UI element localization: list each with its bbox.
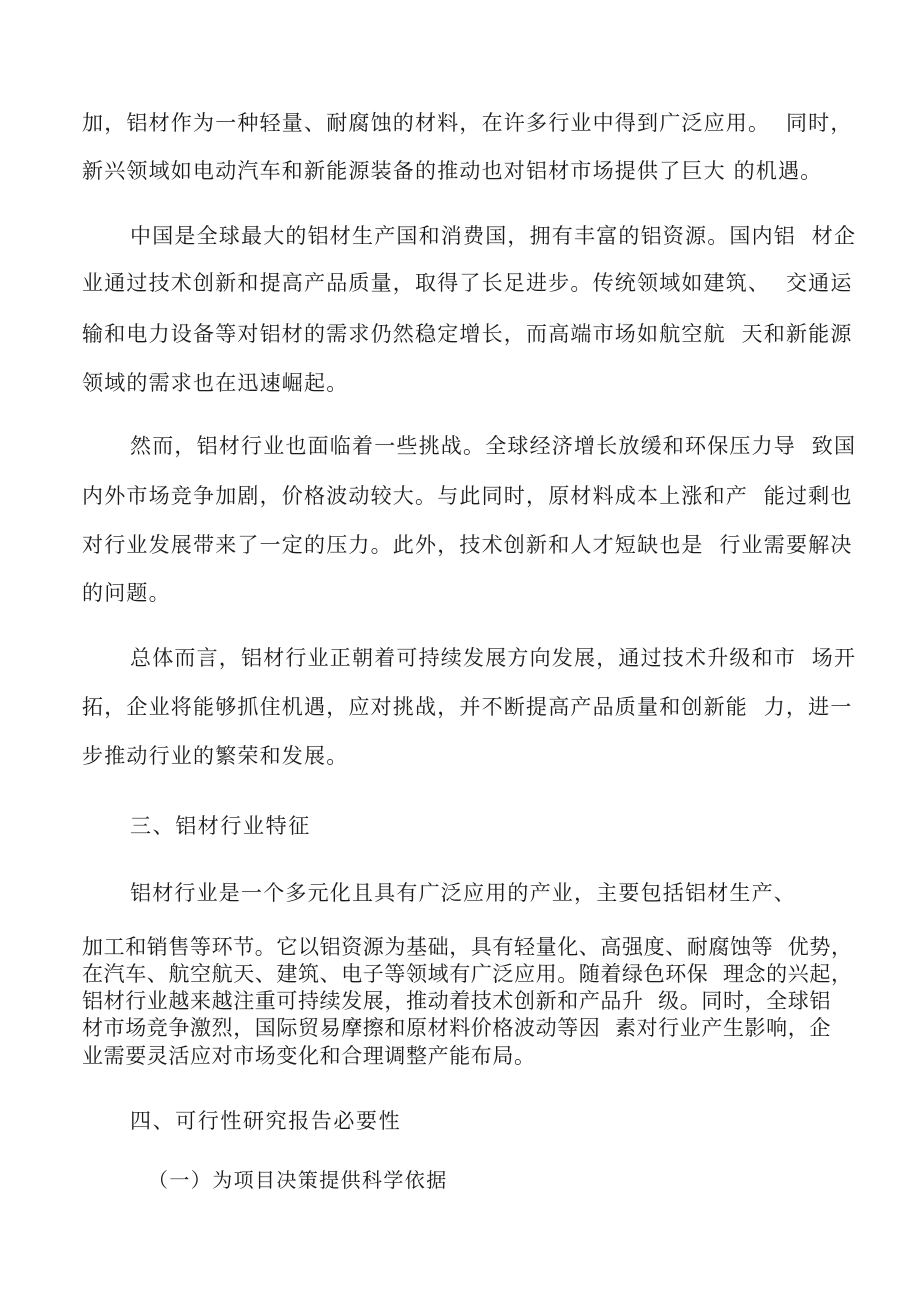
text-line: 中国是全球最大的铝材生产国和消费国，拥有丰富的铝资源。国内铝 材企 — [130, 224, 857, 248]
section-heading: 四、可行性研究报告必要性 — [130, 1109, 402, 1133]
text-line: 内外市场竞争加剧，价格波动较大。与此同时，原材料成本上涨和产 能过剩也 — [82, 484, 853, 508]
text-line: 新兴领域如电动汽车和新能源装备的推动也对铝材市场提供了巨大 的机遇。 — [82, 159, 823, 183]
text-line: 在汽车、航空航天、建筑、电子等领域有广泛应用。随着绿色环保 理念的兴起， — [82, 962, 853, 986]
text-line: 输和电力设备等对铝材的需求仍然稳定增长，而高端市场如航空航 天和新能源 — [82, 322, 853, 346]
text-line: 对行业发展带来了一定的压力。此外，技术创新和人才短缺也是 行业需要解决 — [82, 533, 853, 557]
text-line: 步推动行业的繁荣和发展。 — [82, 744, 349, 768]
text-line: 铝材行业越来越注重可持续发展，推动着技术创新和产品升 级。同时，全球铝 — [82, 989, 831, 1013]
text-line: 铝材行业是一个多元化且具有广泛应用的产业，主要包括铝材生产、 — [130, 881, 796, 905]
text-line: 加工和销售等环节。它以铝资源为基础，具有轻量化、高强度、耐腐蚀等 优势， — [82, 935, 853, 959]
section-heading: 三、铝材行业特征 — [130, 814, 311, 838]
text-line: 加，铝材作为一种轻量、耐腐蚀的材料，在许多行业中得到广泛应用。 同时， — [82, 111, 853, 135]
text-line: 拓，企业将能够抓住机遇，应对挑战，并不断提高产品质量和创新能 力，进一 — [82, 695, 853, 719]
text-line: 业通过技术创新和提高产品质量，取得了长足进步。传统领域如建筑、 交通运 — [82, 271, 853, 295]
text-line: 的问题。 — [82, 581, 171, 605]
subsection-heading: （一）为项目决策提供科学依据 — [148, 1168, 448, 1192]
text-line: 领域的需求也在迅速崛起。 — [82, 371, 349, 395]
text-line: 总体而言，铝材行业正朝着可持续发展方向发展，通过技术升级和市 场开 — [130, 646, 857, 670]
text-line: 然而，铝材行业也面临着一些挑战。全球经济增长放缓和环保压力导 致国 — [130, 434, 857, 458]
text-line: 业需要灵活应对市场变化和合理调整产能布局。 — [82, 1044, 536, 1068]
text-line: 材市场竞争激烈，国际贸易摩擦和原材料价格波动等因 素对行业产生影响，企 — [82, 1016, 831, 1040]
